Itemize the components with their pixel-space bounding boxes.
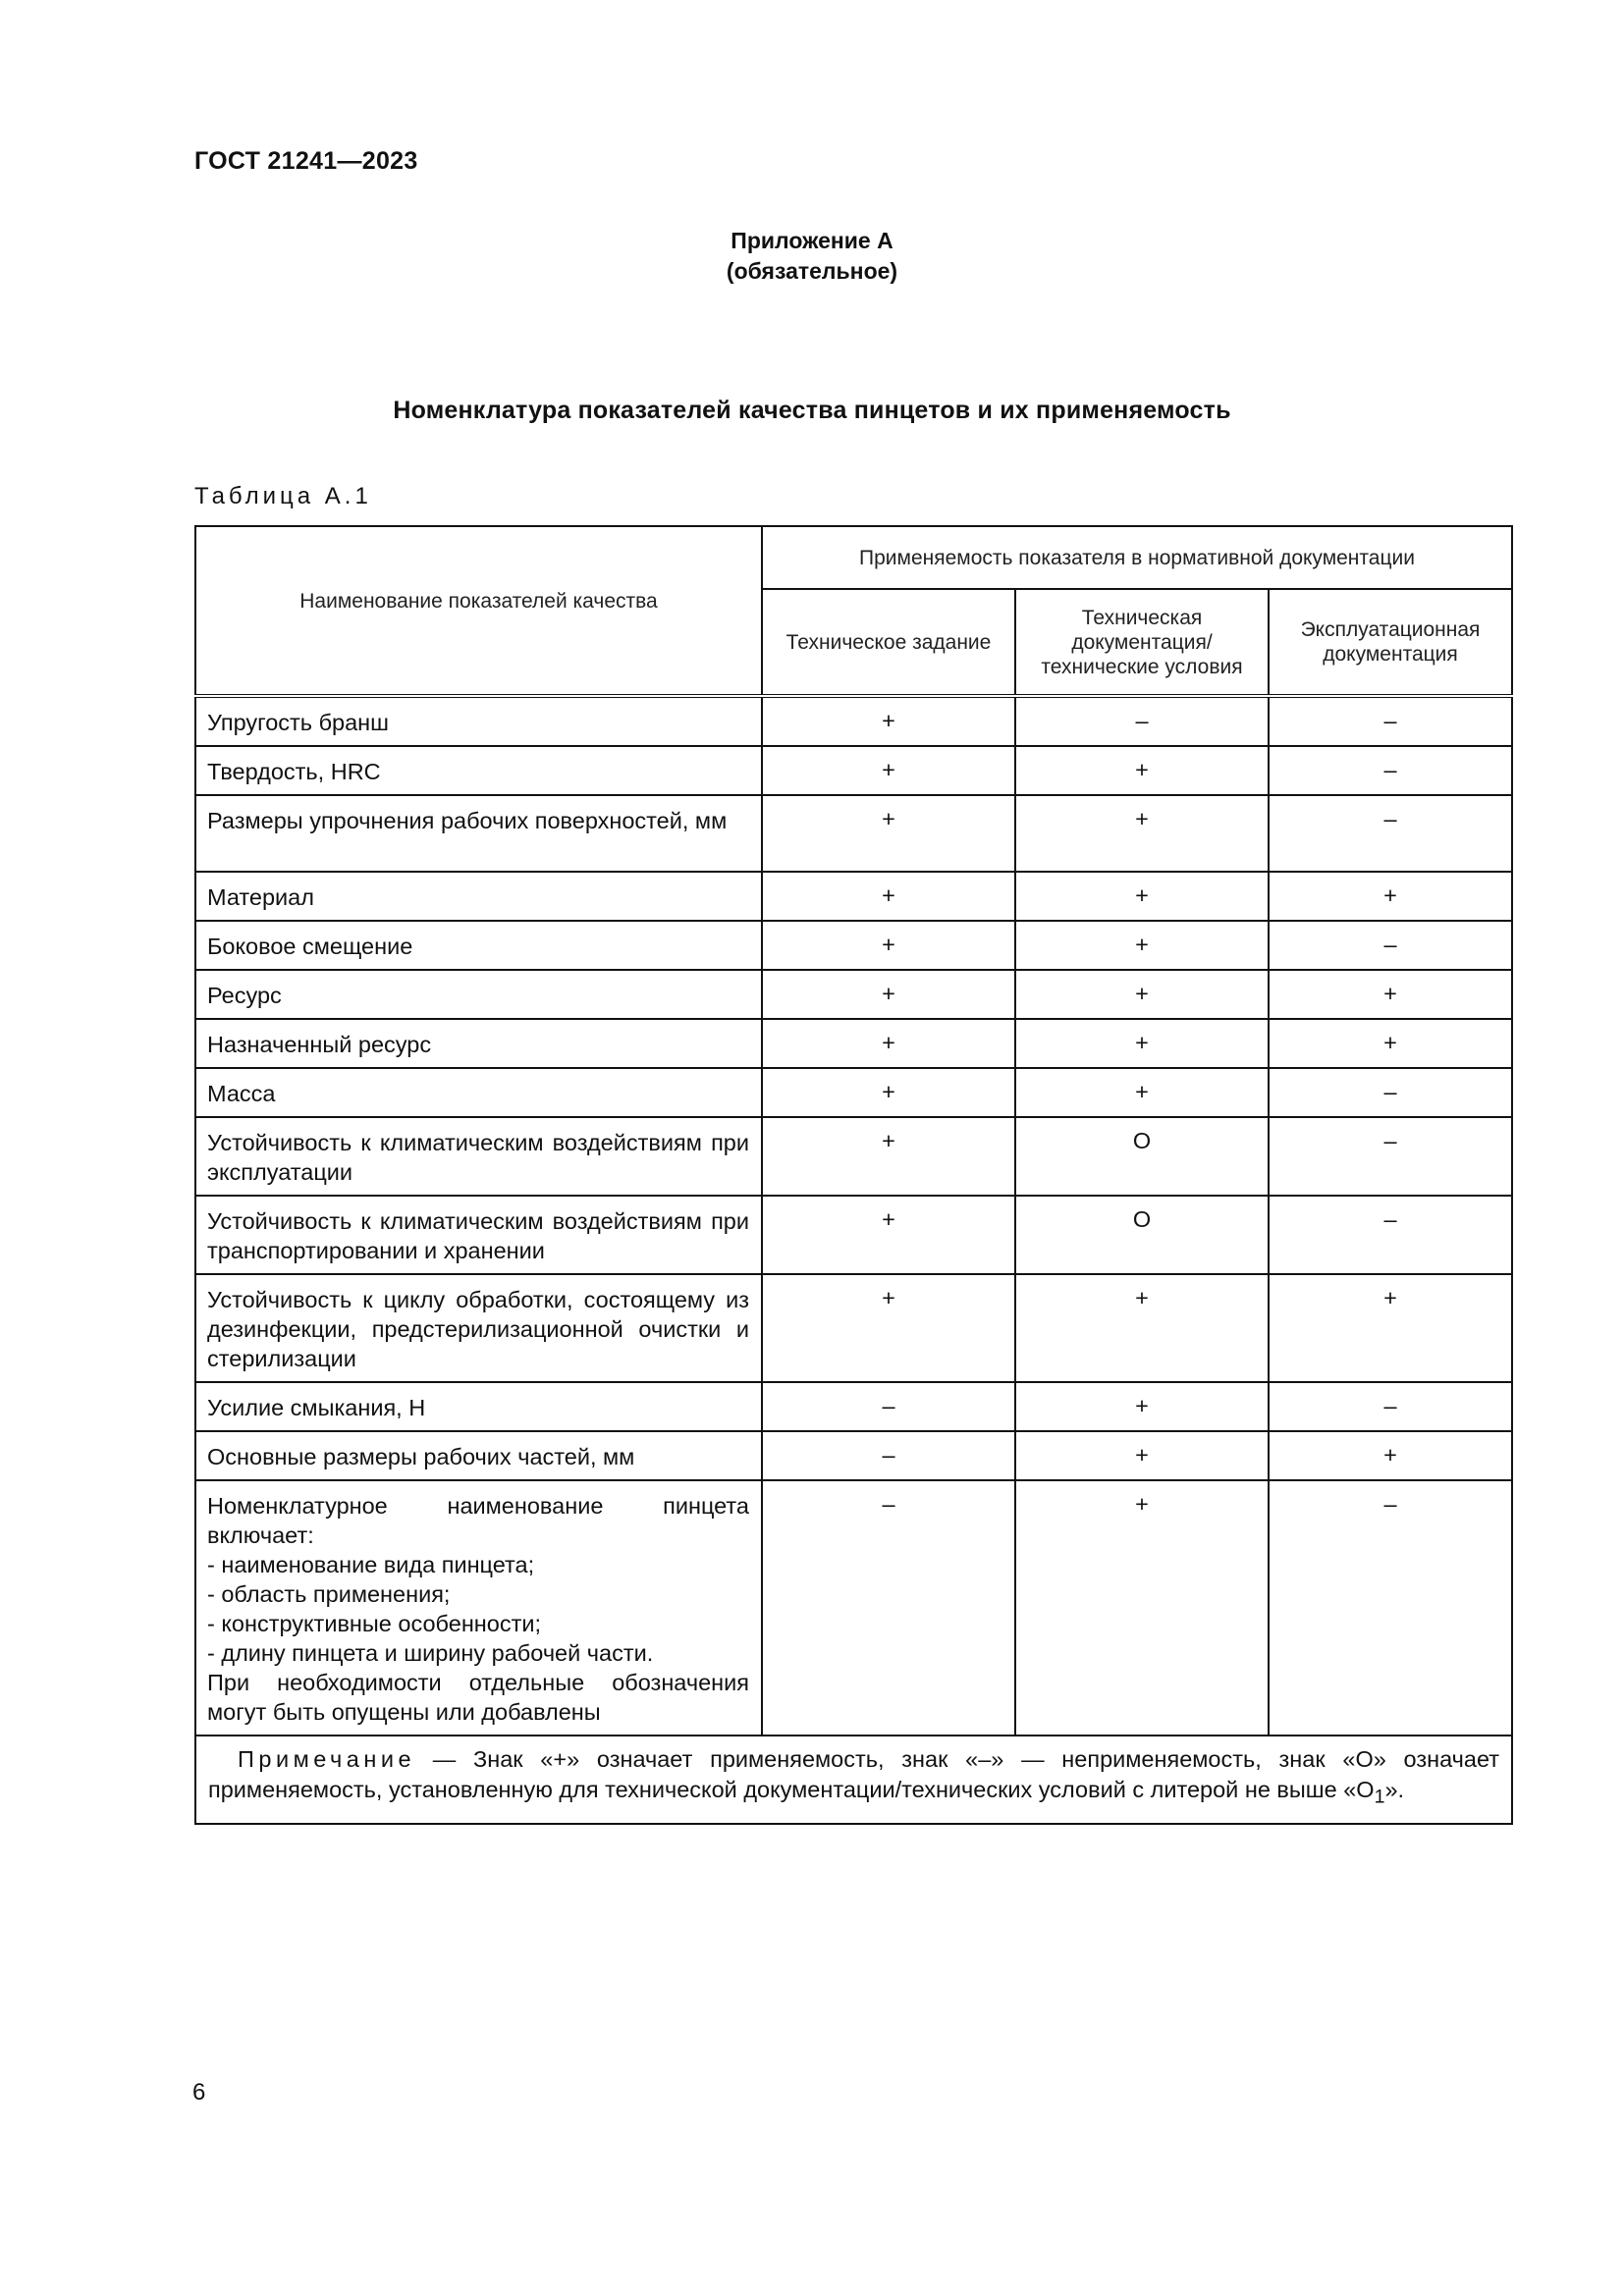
- row-name: Устойчивость к климатическим воздействиям при эксплуатации: [195, 1117, 762, 1196]
- row-name: Упругость бранш: [195, 696, 762, 746]
- row-value-ed: +: [1269, 1274, 1512, 1382]
- row-value-ed: –: [1269, 1117, 1512, 1196]
- table-note-row: [195, 1735, 1512, 1824]
- header-indicator-name: [195, 526, 762, 696]
- table-row: [195, 1117, 1512, 1196]
- table-row: [195, 970, 1512, 1019]
- row-value-td: +: [1015, 970, 1269, 1019]
- row-name: Усилие смыкания, Н: [195, 1382, 762, 1431]
- row-name: Назначенный ресурс: [195, 1019, 762, 1068]
- row-name: Устойчивость к климатическим воздействиям при транспортировании и хранении: [195, 1196, 762, 1274]
- table-caption: Таблица А.1: [194, 483, 372, 509]
- page-title: Номенклатура показателей качества пинцетов и их применяемость: [393, 397, 1231, 424]
- table-row: [195, 921, 1512, 970]
- row-name: Размеры упрочнения рабочих поверхностей, мм: [195, 795, 762, 872]
- table-row: [195, 1068, 1512, 1117]
- appendix-heading: [0, 226, 1624, 287]
- row-value-ed: –: [1269, 746, 1512, 795]
- row-value-td: +: [1015, 746, 1269, 795]
- row-value-td: О: [1015, 1117, 1269, 1196]
- header-operational-documentation: Эксплуатационная документация: [1269, 589, 1512, 696]
- row-value-tz: +: [762, 795, 1015, 872]
- header-technical-task: Техническое задание: [762, 589, 1015, 696]
- row-value-ed: +: [1269, 970, 1512, 1019]
- appendix-status: (обязательное): [726, 258, 898, 284]
- row-value-td: +: [1015, 1019, 1269, 1068]
- note-subscript: 1: [1374, 1786, 1385, 1808]
- row-value-ed: –: [1269, 921, 1512, 970]
- header-technical-documentation: Техническая документация/ технические условия: [1015, 589, 1269, 696]
- row-value-tz: +: [762, 1117, 1015, 1196]
- row-value-td: +: [1015, 872, 1269, 921]
- document-code: ГОСТ 21241—2023: [194, 147, 418, 175]
- row-value-tz: –: [762, 1382, 1015, 1431]
- row-value-tz: +: [762, 696, 1015, 746]
- row-value-tz: +: [762, 872, 1015, 921]
- page-number: 6: [192, 2079, 206, 2106]
- nomenclature-intro: Номенклатурное наименование пинцета включает:: [207, 1493, 749, 1548]
- row-name-nomenclature: [195, 1480, 762, 1735]
- row-name: Ресурс: [195, 970, 762, 1019]
- row-name: Масса: [195, 1068, 762, 1117]
- note-text: — Знак «+» означает применяемость, знак «–» — неприменяемость, знак «О» означает применяемость, установленную для технической документации/технических условий с литерой не выше «О: [208, 1746, 1500, 1802]
- row-value-td: +: [1015, 1382, 1269, 1431]
- row-value-td: О: [1015, 1196, 1269, 1274]
- table-row: [195, 1382, 1512, 1431]
- table-row: [195, 1019, 1512, 1068]
- note-label: Примечание: [238, 1746, 416, 1772]
- row-value-tz: +: [762, 1274, 1015, 1382]
- row-name: Устойчивость к циклу обработки, состоящему из дезинфекции, предстерилизационной очистки и стерилизации: [195, 1274, 762, 1382]
- row-value-td: +: [1015, 1068, 1269, 1117]
- header-indicator-name-text: Наименование показателей качества: [299, 589, 658, 613]
- row-value-tz: +: [762, 970, 1015, 1019]
- nomenclature-item: - наименование вида пинцета;: [207, 1552, 535, 1577]
- nomenclature-outro: При необходимости отдельные обозначения могут быть опущены или добавлены: [207, 1670, 749, 1725]
- row-value-td: –: [1015, 696, 1269, 746]
- row-value-tz: +: [762, 1196, 1015, 1274]
- table-row: [195, 746, 1512, 795]
- row-value-td: +: [1015, 1431, 1269, 1480]
- quality-table-wrapper: [194, 525, 1511, 1825]
- row-value-ed: –: [1269, 1382, 1512, 1431]
- row-value-td: +: [1015, 1274, 1269, 1382]
- row-value-tz: –: [762, 1431, 1015, 1480]
- row-value-td: +: [1015, 1480, 1269, 1735]
- nomenclature-item: - область применения;: [207, 1581, 451, 1607]
- quality-table: [194, 525, 1513, 1825]
- row-value-ed: –: [1269, 1480, 1512, 1735]
- table-row: [195, 872, 1512, 921]
- table-row: [195, 1274, 1512, 1382]
- row-value-td: +: [1015, 921, 1269, 970]
- row-name: Основные размеры рабочих частей, мм: [195, 1431, 762, 1480]
- note-text-end: ».: [1384, 1777, 1405, 1802]
- table-row: [195, 1431, 1512, 1480]
- row-name: Материал: [195, 872, 762, 921]
- row-value-tz: +: [762, 1068, 1015, 1117]
- nomenclature-item: - конструктивные особенности;: [207, 1611, 542, 1636]
- row-value-tz: +: [762, 921, 1015, 970]
- nomenclature-item: - длину пинцета и ширину рабочей части.: [207, 1640, 654, 1666]
- row-value-tz: +: [762, 1019, 1015, 1068]
- row-name: Твердость, HRC: [195, 746, 762, 795]
- table-row-nomenclature: [195, 1480, 1512, 1735]
- row-value-ed: –: [1269, 696, 1512, 746]
- row-value-ed: +: [1269, 872, 1512, 921]
- row-name: Боковое смещение: [195, 921, 762, 970]
- row-value-ed: –: [1269, 1068, 1512, 1117]
- header-applicability-group: Применяемость показателя в нормативной документации: [762, 526, 1512, 589]
- table-row: [195, 696, 1512, 746]
- table-note: [195, 1735, 1512, 1824]
- row-value-ed: –: [1269, 795, 1512, 872]
- row-value-ed: +: [1269, 1431, 1512, 1480]
- row-value-ed: –: [1269, 1196, 1512, 1274]
- row-value-ed: +: [1269, 1019, 1512, 1068]
- appendix-label: Приложение А: [731, 228, 893, 253]
- row-value-tz: –: [762, 1480, 1015, 1735]
- row-value-td: +: [1015, 795, 1269, 872]
- table-row: [195, 1196, 1512, 1274]
- table-row: [195, 795, 1512, 872]
- row-value-tz: +: [762, 746, 1015, 795]
